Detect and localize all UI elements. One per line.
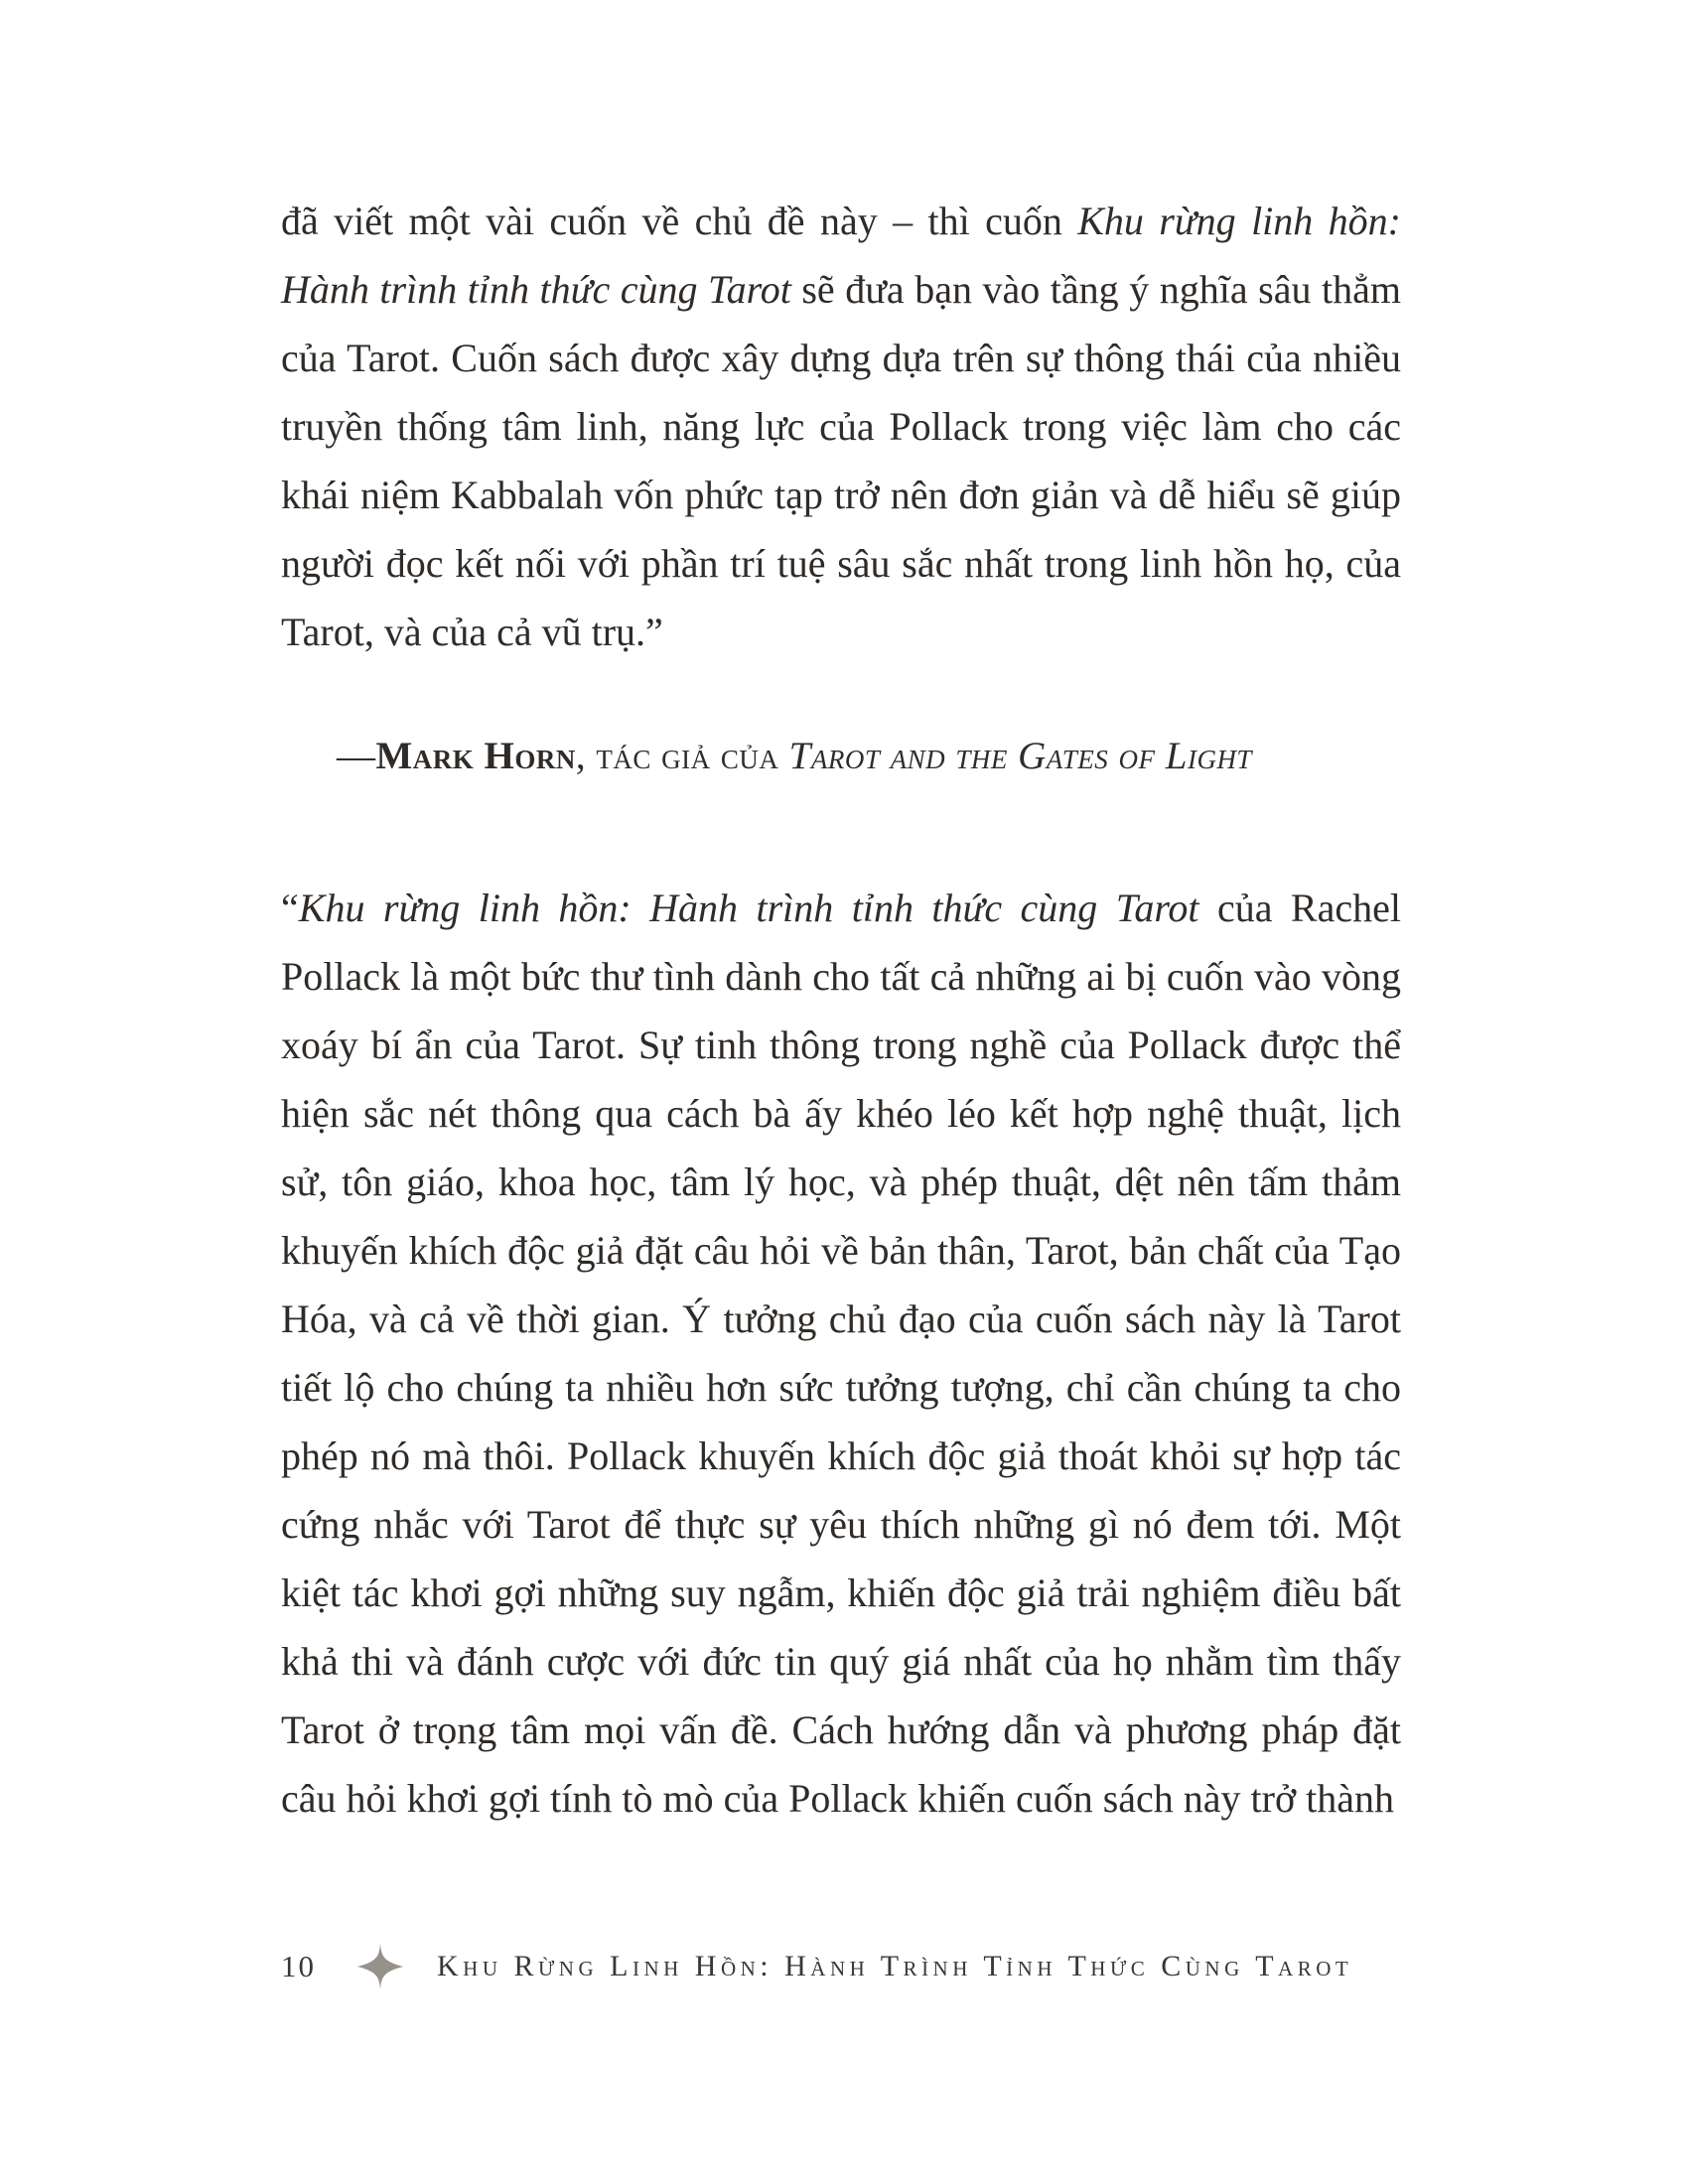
text-run: , tác giả của xyxy=(575,735,789,777)
page-footer xyxy=(281,1944,1352,1989)
text-run: Khu rừng linh hồn: Hành trình tỉnh thức cùng Tarot xyxy=(298,886,1199,930)
body-text xyxy=(281,187,1412,1833)
four-pointed-star-icon xyxy=(357,1944,403,1989)
text-run: “ xyxy=(281,886,299,930)
text-run: sẽ đưa bạn vào tầng ý nghĩa sâu thẳm của Tarot. Cuốn sách được xây dựng dựa trên sự thông thái của nhiều truyền thống tâm linh, năng lực của Pollack trong việc làm cho các khái niệm Kabbalah vốn phức tạp trở nên đơn giản và dễ hiểu sẽ giúp người đọc kết nối với phần trí tuệ sâu sắc nhất trong linh hồn họ, của Tarot, và của cả vũ trụ.” xyxy=(281,267,1411,654)
text-run: — xyxy=(337,735,376,777)
attribution-line xyxy=(281,722,1401,790)
text-run: Tarot and the Gates of Light xyxy=(788,735,1252,777)
text-run: Mark Horn xyxy=(375,735,576,777)
text-run: Khu rừng linh hồn: Hành trình tỉnh thức cùng Tarot xyxy=(281,199,1412,312)
running-title: Khu Rừng Linh Hồn: Hành Trình Tỉnh Thức Cùng Tarot xyxy=(437,1950,1353,1982)
review-quote-2 xyxy=(281,874,1411,1833)
text-run: đã viết một vài cuốn về chủ đề này – thì cuốn xyxy=(281,199,1078,243)
text-run: của Rachel Pollack là một bức thư tình dành cho tất cả những ai bị cuốn vào vòng xoáy bí ẩn của Tarot. Sự tinh thông trong nghề của Pollack được thể hiện sắc nét thông qua cách bà ấy khéo léo kết hợp nghệ thuật, lịch sử, tôn giáo, khoa học, tâm lý học, và phép thuật, dệt nên tấm thảm khuyến khích độc giả đặt câu hỏi về bản thân, Tarot, bản chất của Tạo Hóa, và cả về thời gian. Ý tưởng chủ đạo của cuốn sách này là Tarot tiết lộ cho chúng ta nhiều hơn sức tưởng tượng, chỉ cần chúng ta cho phép nó mà thôi. Pollack khuyến khích độc giả thoát khỏi sự hợp tác cứng nhắc với Tarot để thực sự yêu thích những gì nó đem tới. Một kiệt tác khơi gợi những suy ngẫm, khiến độc giả trải nghiệm điều bất khả thi và đánh cược với đức tin quý giá nhất của họ nhằm tìm thấy Tarot ở trọng tâm mọi vấn đề. Cách hướng dẫn và phương pháp đặt câu hỏi khơi gợi tính tò mò của Pollack khiến cuốn sách này trở thành xyxy=(281,886,1411,1821)
page-number: 10 xyxy=(281,1949,316,1983)
review-quote-continuation xyxy=(281,187,1412,666)
